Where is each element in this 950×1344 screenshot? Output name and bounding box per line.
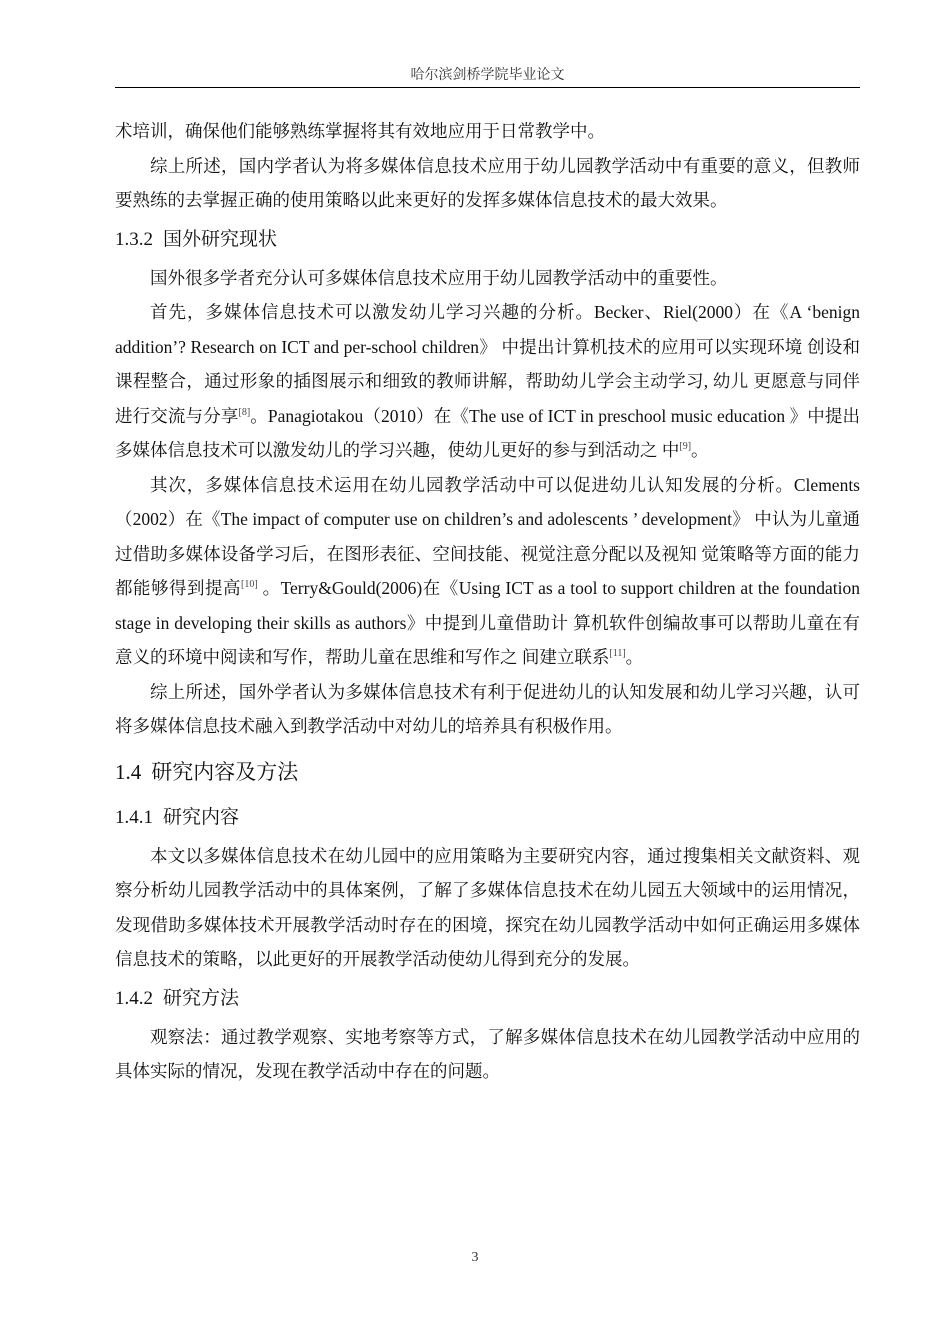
paragraph-text: 。Panagiotakou（2010）在《The use of ICT in preschool music education 》中提出多媒体信息技术可以激发幼儿的学习兴趣，使幼儿更好的参与到活动之 中 [115, 405, 861, 460]
section-title: 研究内容 [163, 805, 240, 828]
page-header: 哈尔滨剑桥学院毕业论文 [410, 68, 565, 83]
section-number: 1.4.1 [115, 806, 153, 828]
paragraph: 观察法：通过教学观察、实地考察等方式，了解多媒体信息技术在幼儿园教学活动中应用的具体实际的情况，发现在教学活动中存在的问题。 [115, 1026, 860, 1081]
paragraph: 术培训，确保他们能够熟练掌握将其有效地应用于日常教学中。 [115, 121, 605, 141]
section-heading-1-4-1 [115, 796, 860, 839]
paragraph [115, 295, 860, 468]
paragraph-text: 。Terry&Gould(2006)在《Using ICT as a tool to support children at the foundation stage in developing their skills as authors》中提到儿童借助计 算机软件创编故事可以帮助儿童在有意义的环境中阅读和写作，帮助儿童在思维和写作之 间建立联系 [115, 578, 861, 667]
paragraph-text: 。 [691, 440, 709, 460]
page-number: 3 [471, 1250, 479, 1265]
section-number: 1.3.2 [115, 228, 153, 250]
header-divider [115, 87, 860, 88]
section-title: 研究方法 [163, 986, 240, 1009]
citation-ref: [10] [241, 579, 258, 590]
citation-ref: [8] [238, 406, 251, 418]
section-number: 1.4.2 [115, 987, 153, 1009]
section-title: 国外研究现状 [163, 227, 278, 250]
paragraph: 综上所述，国外学者认为多媒体信息技术有利于促进幼儿的认知发展和幼儿学习兴趣，认可将多媒体信息技术融入到教学活动中对幼儿的培养具有积极作用。 [115, 681, 860, 736]
citation-ref: [11] [609, 648, 626, 659]
document-body [115, 114, 860, 1089]
paragraph-text: 首先，多媒体信息技术可以激发幼儿学习兴趣的分析。Becker、Riel(2000）在《A ‘benign addition’? Research on ICT and per-school children》 中提出计算机技术的应用可以实现环境 创设和课程整合，通过形象的插图展示和细致的教师讲解，帮助幼儿学会主动学习, 幼儿 更愿意与同伴进行交流与分享 [115, 302, 860, 426]
citation-ref: [9] [679, 441, 692, 452]
paragraph: 本文以多媒体信息技术在幼儿园中的应用策略为主要研究内容，通过搜集相关文献资料、观察分析幼儿园教学活动中的具体案例，了解了多媒体信息技术在幼儿园五大领域中的运用情况，发现借助多媒体技术开展教学活动时存在的困境，探究在幼儿园教学活动中如何正确运用多媒体信息技术的策略，以此更好的开展教学活动使幼儿得到充分的发展。 [115, 845, 860, 969]
paragraph [115, 468, 860, 675]
section-title: 研究内容及方法 [151, 759, 299, 784]
paragraph-text: 。 [625, 647, 644, 667]
section-number: 1.4 [115, 759, 142, 784]
paragraph: 国外很多学者充分认可多媒体信息技术应用于幼儿园教学活动中的重要性。 [150, 267, 728, 288]
section-heading-1-4-2 [115, 977, 860, 1020]
paragraph: 综上所述，国内学者认为将多媒体信息技术应用于幼儿园教学活动中有重要的意义，但教师要熟练的去掌握正确的使用策略以此来更好的发挥多媒体信息技术的最大效果。 [115, 155, 860, 210]
section-heading-1-3-2 [115, 218, 860, 261]
section-heading-1-4 [115, 748, 860, 796]
paragraph-text: 其次，多媒体信息技术运用在幼儿园教学活动中可以促进幼儿认知发展的分析。Clements（2002）在《The impact of computer use on children’s and adolescents ’ development》 中认为儿童通过借助多媒体设备学习后，在图形表征、空间技能、视觉注意分配以及视知 觉策略等方面的能力都能够得到提高 [115, 474, 860, 598]
